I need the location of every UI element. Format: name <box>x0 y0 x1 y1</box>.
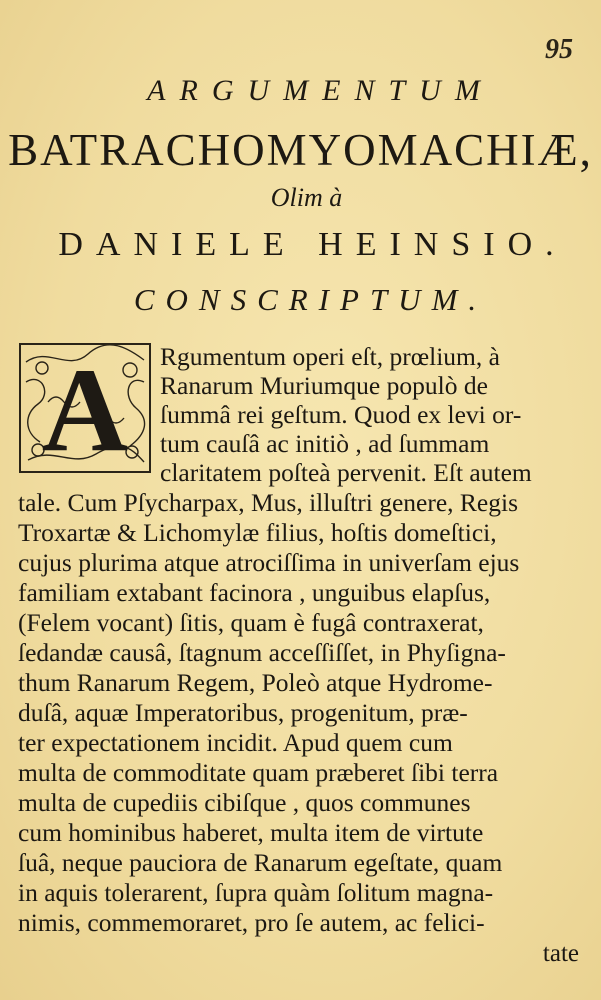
text-line-15: multa de commoditate quam præberet ſibi terra <box>18 758 499 787</box>
svg-text:A: A <box>41 343 129 474</box>
text-line-18: ſuâ, neque pauciora de Ranarum egeſtate, quam <box>18 848 503 877</box>
catchword: tate <box>542 940 579 967</box>
text-line-16: multa de cupediis cibiſque , quos communes <box>18 788 471 817</box>
text-line-12: thum Ranarum Regem, Poleò atque Hydrome- <box>18 668 493 697</box>
text-line-11: ſedandæ causâ, ſtagnum acceſſiſſet, in Phyſigna- <box>18 638 506 667</box>
heading-title: BATRACHOMYOMACHIÆ, <box>8 125 593 175</box>
heading-argumentum: ARGUMENTUM <box>147 74 494 107</box>
text-line-4: tum cauſâ ac initiò , ad ſummam <box>160 429 490 458</box>
heading-conscriptum: CONSCRIPTUM. <box>133 282 488 317</box>
page-number: 95 <box>545 34 573 65</box>
text-line-2: Ranarum Muriumque populò de <box>160 371 488 400</box>
text-line-9: familiam extabant facinora , unguibus elapſus, <box>18 578 491 607</box>
heading-author: DANIELE HEINSIO. <box>58 226 567 263</box>
text-line-19: in aquis tolerarent, ſupra quàm ſolitum magna- <box>18 878 494 907</box>
text-line-17: cum hominibus haberet, multa item de virtute <box>18 818 484 847</box>
text-line-8: cujus plurima atque atrociſſima in univerſam ejus <box>18 548 520 577</box>
dropcap-ornament-icon <box>18 342 152 474</box>
text-line-20: nimis, commemoraret, pro ſe autem, ac felici- <box>18 908 485 937</box>
text-line-7: Troxartæ & Lichomylæ filius, hoſtis domeſtici, <box>18 518 497 547</box>
text-line-5: claritatem poſteà pervenit. Eſt autem <box>160 458 532 487</box>
text-line-6: tale. Cum Pſycharpax, Mus, illuſtri genere, Regis <box>18 488 518 517</box>
ornamental-dropcap-a <box>18 342 152 474</box>
heading-olim: Olim à <box>270 183 343 212</box>
text-line-13: duſâ, aquæ Imperatoribus, progenitum, præ- <box>18 698 468 727</box>
text-line-1: Rgumentum operi eſt, prœlium, à <box>160 342 500 371</box>
text-line-3: ſummâ rei geſtum. Quod ex levi or- <box>160 400 522 429</box>
text-line-10: (Felem vocant) ſitis, quam è fugâ contraxerat, <box>18 608 484 637</box>
text-line-14: ter expectationem incidit. Apud quem cum <box>18 728 453 757</box>
